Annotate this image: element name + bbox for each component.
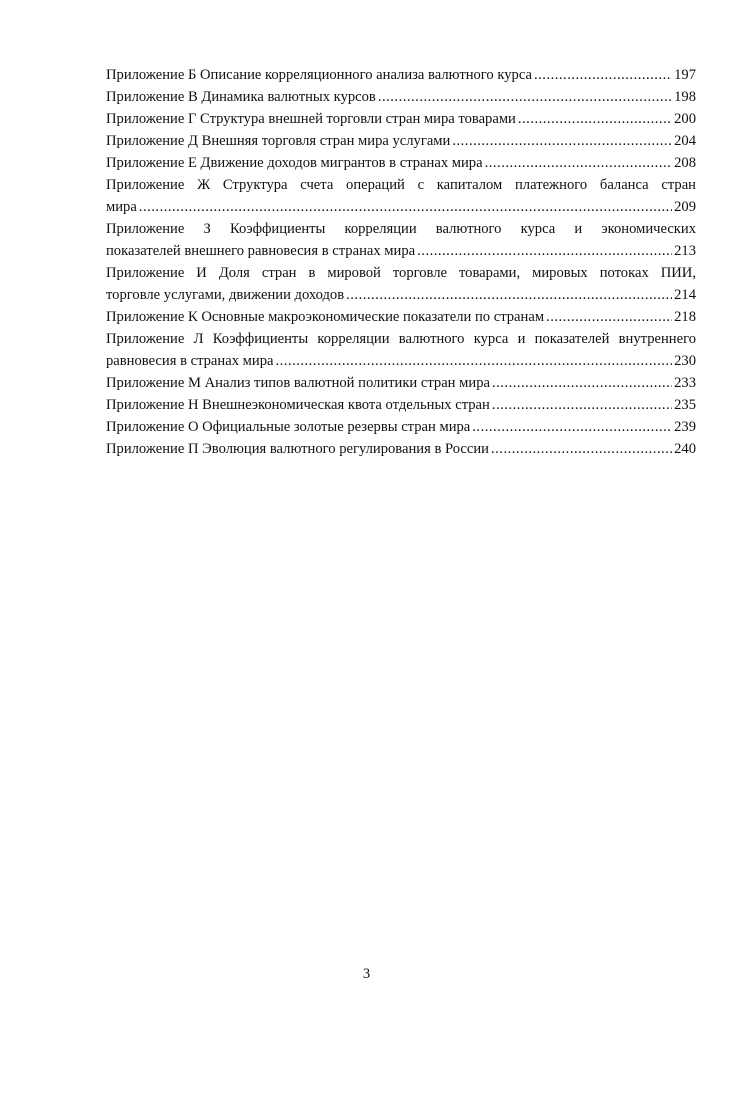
toc-entry[interactable]	[106, 64, 696, 86]
toc-entry-title-line: показателей внешнего равновесия в странах мира	[106, 243, 416, 259]
toc-entry-title: Приложение Е Движение доходов мигрантов в странах мира	[106, 155, 483, 171]
toc-entry[interactable]	[106, 394, 696, 416]
toc-entry-title: Приложение О Официальные золотые резервы стран мира	[106, 419, 471, 435]
toc-entry-page: 230	[674, 353, 696, 369]
toc-entry[interactable]	[106, 416, 696, 438]
toc-entry-title: Приложение Н Внешнеэкономическая квота отдельных стран	[106, 397, 490, 413]
toc-entry[interactable]	[106, 86, 696, 108]
toc-entry[interactable]	[106, 306, 696, 328]
toc-leader-dots	[378, 86, 672, 108]
toc-entry-page: 204	[674, 133, 696, 149]
toc-leader-dots	[452, 130, 672, 152]
toc-entry-title: Приложение Б Описание корреляционного анализа валютного курса	[106, 67, 532, 83]
toc-leader-dots	[492, 394, 672, 416]
toc-leader-dots	[472, 416, 672, 438]
toc-entry-page: 208	[674, 155, 696, 171]
toc-entry-page: 214	[674, 287, 696, 303]
toc-entry-title: Приложение К Основные макроэкономические показатели по странам	[106, 309, 545, 325]
toc-entry-page: 198	[674, 89, 696, 105]
toc-entry-title: Приложение М Анализ типов валютной политики стран мира	[106, 375, 490, 391]
toc-entry[interactable]	[106, 328, 696, 372]
toc-entry[interactable]	[106, 218, 696, 262]
toc-leader-dots	[534, 64, 672, 86]
toc-entry-title: Приложение В Динамика валютных курсов	[106, 89, 376, 105]
toc-entry-page: 209	[674, 199, 696, 215]
toc-leader-dots	[518, 108, 672, 130]
toc-entry-page: 200	[674, 111, 696, 127]
page-number: 3	[362, 966, 371, 982]
toc-entry[interactable]	[106, 130, 696, 152]
toc-entry-title-line: Приложение И Доля стран в мировой торговле товарами, мировых потоках ПИИ,	[106, 265, 696, 281]
toc-entry-page: 235	[674, 397, 696, 413]
toc-entry[interactable]	[106, 108, 696, 130]
toc-leader-dots	[139, 196, 672, 218]
toc-entry-title-line: мира	[106, 199, 137, 215]
toc-entry-page: 218	[674, 309, 696, 325]
toc-entry-title: Приложение Д Внешняя торговля стран мира услугами	[106, 133, 451, 149]
toc-entry-title-line: Приложение З Коэффициенты корреляции валютного курса и экономических	[106, 221, 696, 237]
toc-entry-page: 233	[674, 375, 696, 391]
toc-leader-dots	[417, 240, 672, 262]
toc-entry-title: Приложение П Эволюция валютного регулирования в России	[106, 441, 489, 457]
table-of-contents	[106, 64, 696, 460]
toc-entry[interactable]	[106, 438, 696, 460]
toc-entry-page: 197	[674, 67, 696, 83]
toc-leader-dots	[546, 306, 672, 328]
toc-entry[interactable]	[106, 372, 696, 394]
toc-leader-dots	[346, 284, 672, 306]
toc-entry-title-line: Приложение Л Коэффициенты корреляции валютного курса и показателей внутреннего	[106, 331, 696, 347]
toc-entry-page: 213	[674, 243, 696, 259]
toc-entry-title-line: Приложение Ж Структура счета операций с капиталом платежного баланса стран	[106, 177, 696, 193]
toc-entry-page: 240	[674, 441, 696, 457]
toc-leader-dots	[491, 438, 672, 460]
toc-entry[interactable]	[106, 174, 696, 218]
toc-entry[interactable]	[106, 152, 696, 174]
toc-leader-dots	[275, 350, 672, 372]
toc-leader-dots	[485, 152, 673, 174]
toc-entry-page: 239	[674, 419, 696, 435]
toc-entry-title-line: торговле услугами, движении доходов	[106, 287, 345, 303]
toc-entry-title-line: равновесия в странах мира	[106, 353, 274, 369]
toc-entry-title: Приложение Г Структура внешней торговли стран мира товарами	[106, 111, 516, 127]
toc-entry[interactable]	[106, 262, 696, 306]
toc-leader-dots	[492, 372, 672, 394]
